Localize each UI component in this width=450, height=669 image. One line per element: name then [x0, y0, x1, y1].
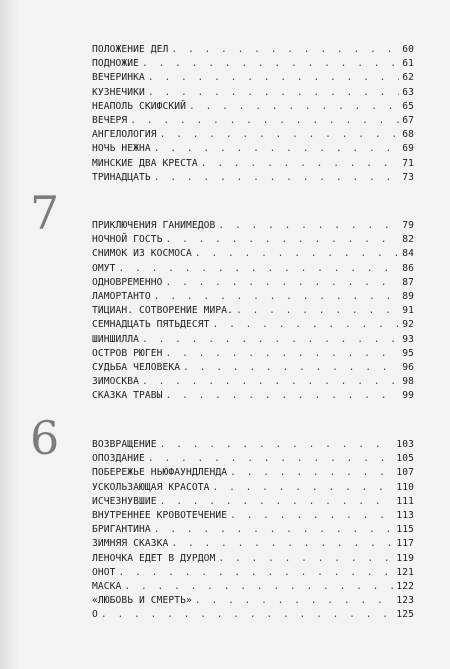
dot-leader: [183, 361, 399, 375]
dot-leader: [195, 594, 393, 608]
toc-entry: [92, 247, 414, 261]
dot-leader: [230, 466, 393, 480]
toc-entry-page: 98: [402, 376, 414, 388]
toc-entry-page: 121: [396, 566, 414, 578]
toc-entry-title: ВЕЧЕРЯ: [92, 114, 128, 126]
dot-leader: [119, 262, 400, 276]
toc-entry-page: 71: [402, 157, 414, 169]
toc-entry-title: МАСКА: [92, 580, 122, 592]
toc-entry-title: ОСТРОВ РЮГЕН: [92, 347, 163, 359]
toc-entry: [92, 495, 414, 509]
toc-entry: [92, 552, 414, 566]
toc-entry: [92, 580, 414, 594]
toc-entry-title: ЛАМОРТАНТО: [92, 290, 151, 302]
toc-entry-page: 61: [402, 58, 414, 70]
dot-leader: [148, 71, 399, 85]
toc-entry: [92, 86, 414, 100]
toc-entry-title: ОМУТ: [92, 262, 116, 274]
toc-entry: [92, 389, 414, 403]
dot-leader: [154, 290, 399, 304]
toc-entry-title: НЕАПОЛЬ СКИФСКИЙ: [92, 100, 187, 112]
toc-entry-page: 82: [402, 234, 414, 246]
dot-leader: [124, 580, 393, 594]
toc-entry: [92, 361, 414, 375]
dot-leader: [218, 219, 399, 233]
dot-leader: [166, 276, 400, 290]
toc-entry: [92, 171, 414, 185]
toc-entry-page: 95: [402, 347, 414, 359]
dot-leader: [160, 438, 394, 452]
toc-entry-page: 122: [396, 580, 414, 592]
toc-entry: [92, 333, 414, 347]
toc-entry: [92, 438, 414, 452]
toc-entry-page: 69: [402, 143, 414, 155]
toc-entry-title: НОЧЬ НЕЖНА: [92, 143, 151, 155]
toc-entry-title: СКАЗКА ТРАВЫ: [92, 390, 163, 402]
section-number-7: 7: [30, 186, 60, 240]
toc-entry-title: ОДНОВРЕМЕННО: [92, 276, 163, 288]
toc-entry-title: ТИЦИАН. СОТВОРЕНИЕ МИРА.: [92, 305, 234, 317]
toc-entry: [92, 43, 414, 57]
toc-section-2: [92, 219, 414, 403]
toc-section-3: [92, 438, 414, 622]
dot-leader: [148, 86, 399, 100]
toc-entry: [92, 608, 414, 622]
dot-leader: [142, 57, 399, 71]
toc-entry-page: 68: [402, 129, 414, 141]
toc-entry-page: 67: [402, 114, 414, 126]
dot-leader: [230, 509, 393, 523]
toc-entry-page: 117: [396, 538, 414, 550]
dot-leader: [218, 552, 393, 566]
toc-entry: [92, 594, 414, 608]
dot-leader: [213, 318, 400, 332]
dot-leader: [213, 481, 394, 495]
toc-entry-page: 113: [396, 509, 414, 521]
toc-entry-title: ОНОТ: [92, 566, 116, 578]
toc-entry-title: СЕМНАДЦАТЬ ПЯТЬДЕСЯТ: [92, 319, 210, 331]
toc-entry-page: 125: [396, 609, 414, 621]
toc-entry: [92, 375, 414, 389]
dot-leader: [189, 100, 399, 114]
dot-leader: [236, 304, 399, 318]
toc-section-1: [92, 43, 414, 185]
toc-entry: [92, 318, 414, 332]
toc-entry-page: 103: [396, 439, 414, 450]
toc-entry-page: 79: [402, 220, 414, 231]
toc-entry-page: 115: [396, 524, 414, 536]
toc-entry: [92, 142, 414, 156]
section-number-6: 6: [30, 411, 60, 465]
toc-entry-title: АНГЕЛОЛОГИЯ: [92, 129, 157, 141]
toc-entry-page: 84: [402, 248, 414, 260]
dot-leader: [160, 495, 394, 509]
toc-entry: [92, 466, 414, 480]
toc-entry-page: 111: [396, 495, 414, 507]
dot-leader: [119, 566, 394, 580]
toc-entry: [92, 71, 414, 85]
toc-entry: [92, 114, 414, 128]
toc-entry-page: 63: [402, 86, 414, 98]
toc-entry: [92, 100, 414, 114]
toc-entry: [92, 262, 414, 276]
toc-entry-page: 99: [402, 390, 414, 402]
toc-entry-page: 107: [396, 467, 414, 479]
dot-leader: [154, 171, 399, 185]
toc-entry-page: 86: [402, 262, 414, 274]
toc-entry-page: 96: [402, 361, 414, 373]
dot-leader: [101, 608, 393, 622]
toc-entry: [92, 304, 414, 318]
toc-entry: [92, 276, 414, 290]
toc-entry-title: ПРИКЛЮЧЕНИЯ ГАНИМЕДОВ: [92, 220, 216, 231]
toc-entry-title: ВНУТРЕННЕЕ КРОВОТЕЧЕНИЕ: [92, 509, 228, 521]
toc-entry: [92, 509, 414, 523]
toc-entry: [92, 290, 414, 304]
toc-entry-page: 123: [396, 595, 414, 607]
toc-entry-page: 62: [402, 72, 414, 84]
toc-entry-title: ШИНШИЛЛА: [92, 333, 140, 345]
page-edge-shadow: [0, 0, 20, 669]
toc-entry-page: 73: [402, 171, 414, 183]
toc-entry-title: «ЛЮБОВЬ И СМЕРТЬ»: [92, 595, 192, 607]
toc-entry: [92, 523, 414, 537]
toc-entry-title: ТРИНАДЦАТЬ: [92, 171, 151, 183]
toc-entry: [92, 157, 414, 171]
toc-entry: [92, 481, 414, 495]
toc-entry-title: УСКОЛЬЗАЮЩАЯ КРАСОТА: [92, 481, 210, 493]
toc-entry-page: 92: [402, 319, 414, 331]
dot-leader: [171, 43, 399, 57]
toc-entry: [92, 347, 414, 361]
dot-leader: [130, 114, 399, 128]
toc-entry-title: ПОБЕРЕЖЬЕ НЬЮФАУНДЛЕНДА: [92, 467, 228, 479]
toc-entry: [92, 128, 414, 142]
toc-entry-title: БРИГАНТИНА: [92, 524, 151, 536]
dot-leader: [142, 333, 399, 347]
toc-entry-title: МИНСКИЕ ДВА КРЕСТА: [92, 157, 198, 169]
toc-entry-title: ИСЧЕЗНУВШИЕ: [92, 495, 157, 507]
dot-leader: [171, 537, 393, 551]
toc-entry-page: 65: [402, 100, 414, 112]
toc-entry: [92, 452, 414, 466]
toc-entry: [92, 57, 414, 71]
toc-entry-page: 119: [396, 552, 414, 564]
toc-entry-title: КУЗНЕЧИКИ: [92, 86, 145, 98]
toc-entry-title: ВЕЧЕРИНКА: [92, 72, 145, 84]
toc-entry-page: 87: [402, 276, 414, 288]
toc-entry-title: ЛЕНОЧКА ЕДЕТ В ДУРДОМ: [92, 552, 216, 564]
toc-entry-page: 110: [396, 481, 414, 493]
dot-leader: [166, 347, 400, 361]
dot-leader: [148, 452, 393, 466]
toc-entry-page: 91: [402, 305, 414, 317]
dot-leader: [154, 142, 399, 156]
dot-leader: [142, 375, 399, 389]
toc-entry: [92, 219, 414, 233]
toc-entry-title: ПОДНОЖИЕ: [92, 58, 140, 70]
toc-entry-page: 60: [402, 44, 414, 55]
dot-leader: [201, 157, 399, 171]
toc-entry: [92, 566, 414, 580]
dot-leader: [166, 389, 400, 403]
toc-entry: [92, 233, 414, 247]
toc-entry-title: СНИМОК ИЗ КОСМОСА: [92, 248, 192, 260]
toc-entry-title: ЗИМОСКВА: [92, 376, 140, 388]
dot-leader: [154, 523, 394, 537]
toc-entry-title: ОПОЗДАНИЕ: [92, 453, 145, 465]
toc-entry-title: О: [92, 609, 98, 621]
toc-entry-page: 105: [396, 453, 414, 465]
toc-entry-title: ЗИМНЯЯ СКАЗКА: [92, 538, 169, 550]
dot-leader: [160, 128, 400, 142]
dot-leader: [195, 247, 399, 261]
toc-entry-title: ВОЗВРАЩЕНИЕ: [92, 439, 157, 450]
toc-entry: [92, 537, 414, 551]
toc-entry-title: ПОЛОЖЕНИЕ ДЕЛ: [92, 44, 169, 55]
toc-entry-title: СУДЬБА ЧЕЛОВЕКА: [92, 361, 181, 373]
toc-entry-page: 89: [402, 290, 414, 302]
toc-entry-title: НОЧНОЙ ГОСТЬ: [92, 234, 163, 246]
dot-leader: [166, 233, 400, 247]
toc-entry-page: 93: [402, 333, 414, 345]
